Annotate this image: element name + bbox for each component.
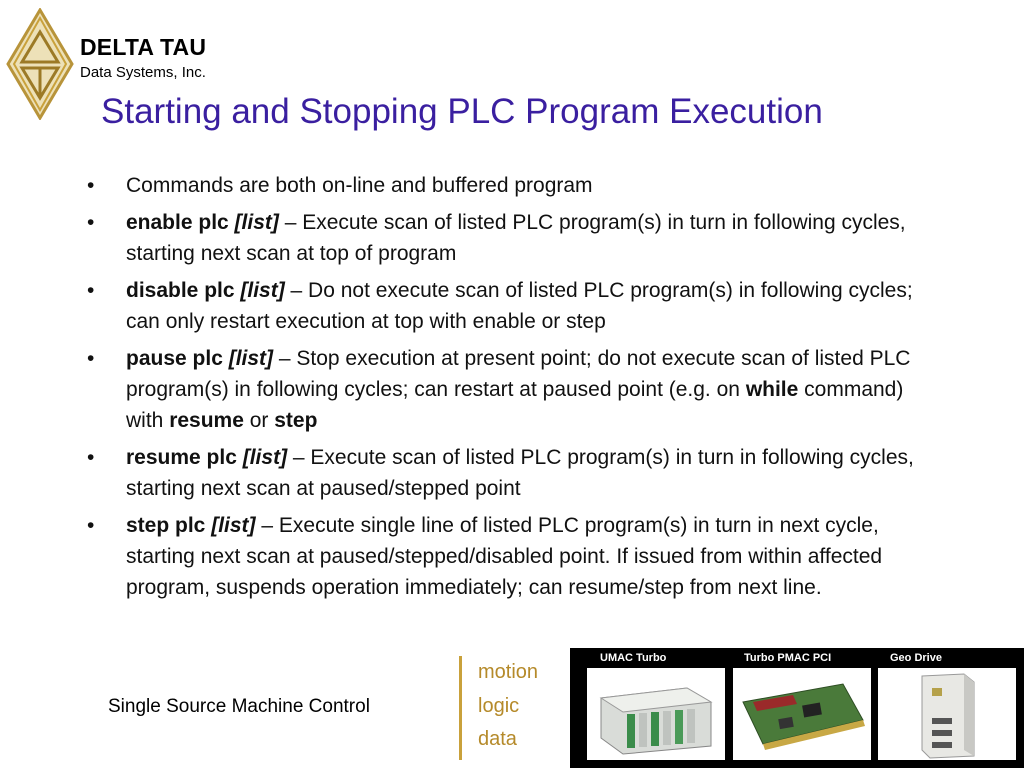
keyword-resume: resume	[169, 409, 244, 432]
bullet-item	[83, 170, 933, 201]
bullet-text: – Execute single line of listed PLC program(s) in turn in next cycle, starting next scan at paused/stepped/disabled point. If issued from within affected program, suspends operation immediately; can resume/step from next line.	[126, 514, 883, 599]
brand-name: DELTA TAU	[80, 34, 207, 60]
delta-tau-logo-icon	[6, 8, 74, 120]
command-arg: [list]	[242, 446, 288, 469]
command-name: resume plc	[126, 446, 243, 469]
keyword-step: step	[274, 409, 318, 432]
tagline-motion: motion	[478, 661, 539, 683]
bullet-icon: •	[87, 514, 95, 537]
turbo-pmac-pci-image	[733, 668, 871, 760]
command-name: step plc	[126, 514, 212, 537]
bullet-item	[83, 275, 933, 337]
umac-turbo-image	[587, 668, 725, 760]
product-label-geo: Geo Drive	[890, 652, 942, 664]
bullet-icon: •	[87, 446, 95, 469]
tagline-logic: logic	[478, 695, 520, 717]
product-strip	[570, 648, 1024, 768]
bullet-icon: •	[87, 347, 95, 370]
bullet-item	[83, 207, 933, 269]
command-arg: [list]	[240, 279, 285, 302]
command-name: enable plc	[126, 211, 235, 234]
bullet-text: – Execute scan of listed PLC program(s) in turn in following cycles, starting next scan at paused/stepped point	[126, 446, 914, 500]
keyword-while: while	[745, 378, 799, 401]
brand-subtitle: Data Systems, Inc.	[80, 64, 206, 81]
product-label-pmac: Turbo PMAC PCI	[744, 652, 832, 664]
bullet-text: – Stop execution at present point; do not execute scan of listed PLC program(s) in following cycles; can restart at paused point (e.g. on	[126, 347, 911, 401]
bullet-icon: •	[87, 279, 95, 302]
slide-title: Starting and Stopping PLC Program Execution	[101, 92, 823, 131]
product-label-umac: UMAC Turbo	[600, 652, 667, 664]
bullet-text: Commands are both on-line and buffered program	[126, 174, 593, 197]
geo-drive-image	[878, 668, 1016, 760]
command-name: pause plc	[126, 347, 229, 370]
bullet-text: or	[243, 409, 275, 432]
command-name: disable plc	[126, 279, 241, 302]
command-arg: [list]	[228, 347, 274, 370]
bullet-item	[83, 510, 933, 603]
command-arg: [list]	[234, 211, 279, 234]
bullet-icon: •	[87, 174, 95, 197]
bullet-item	[83, 343, 933, 436]
command-arg: [list]	[211, 514, 256, 537]
bullet-list	[83, 170, 933, 609]
bullet-text: command) with	[126, 378, 904, 432]
bullet-item	[83, 442, 933, 504]
bullet-text: – Execute scan of listed PLC program(s) in turn in following cycles, starting next scan at top of program	[126, 211, 906, 265]
bullet-icon: •	[87, 211, 95, 234]
bullet-text: – Do not execute scan of listed PLC program(s) in following cycles; can only restart execution at top with enable or step	[126, 279, 913, 333]
footer-divider	[459, 656, 462, 760]
tagline-data: data	[478, 728, 517, 750]
footer-slogan: Single Source Machine Control	[108, 696, 370, 717]
